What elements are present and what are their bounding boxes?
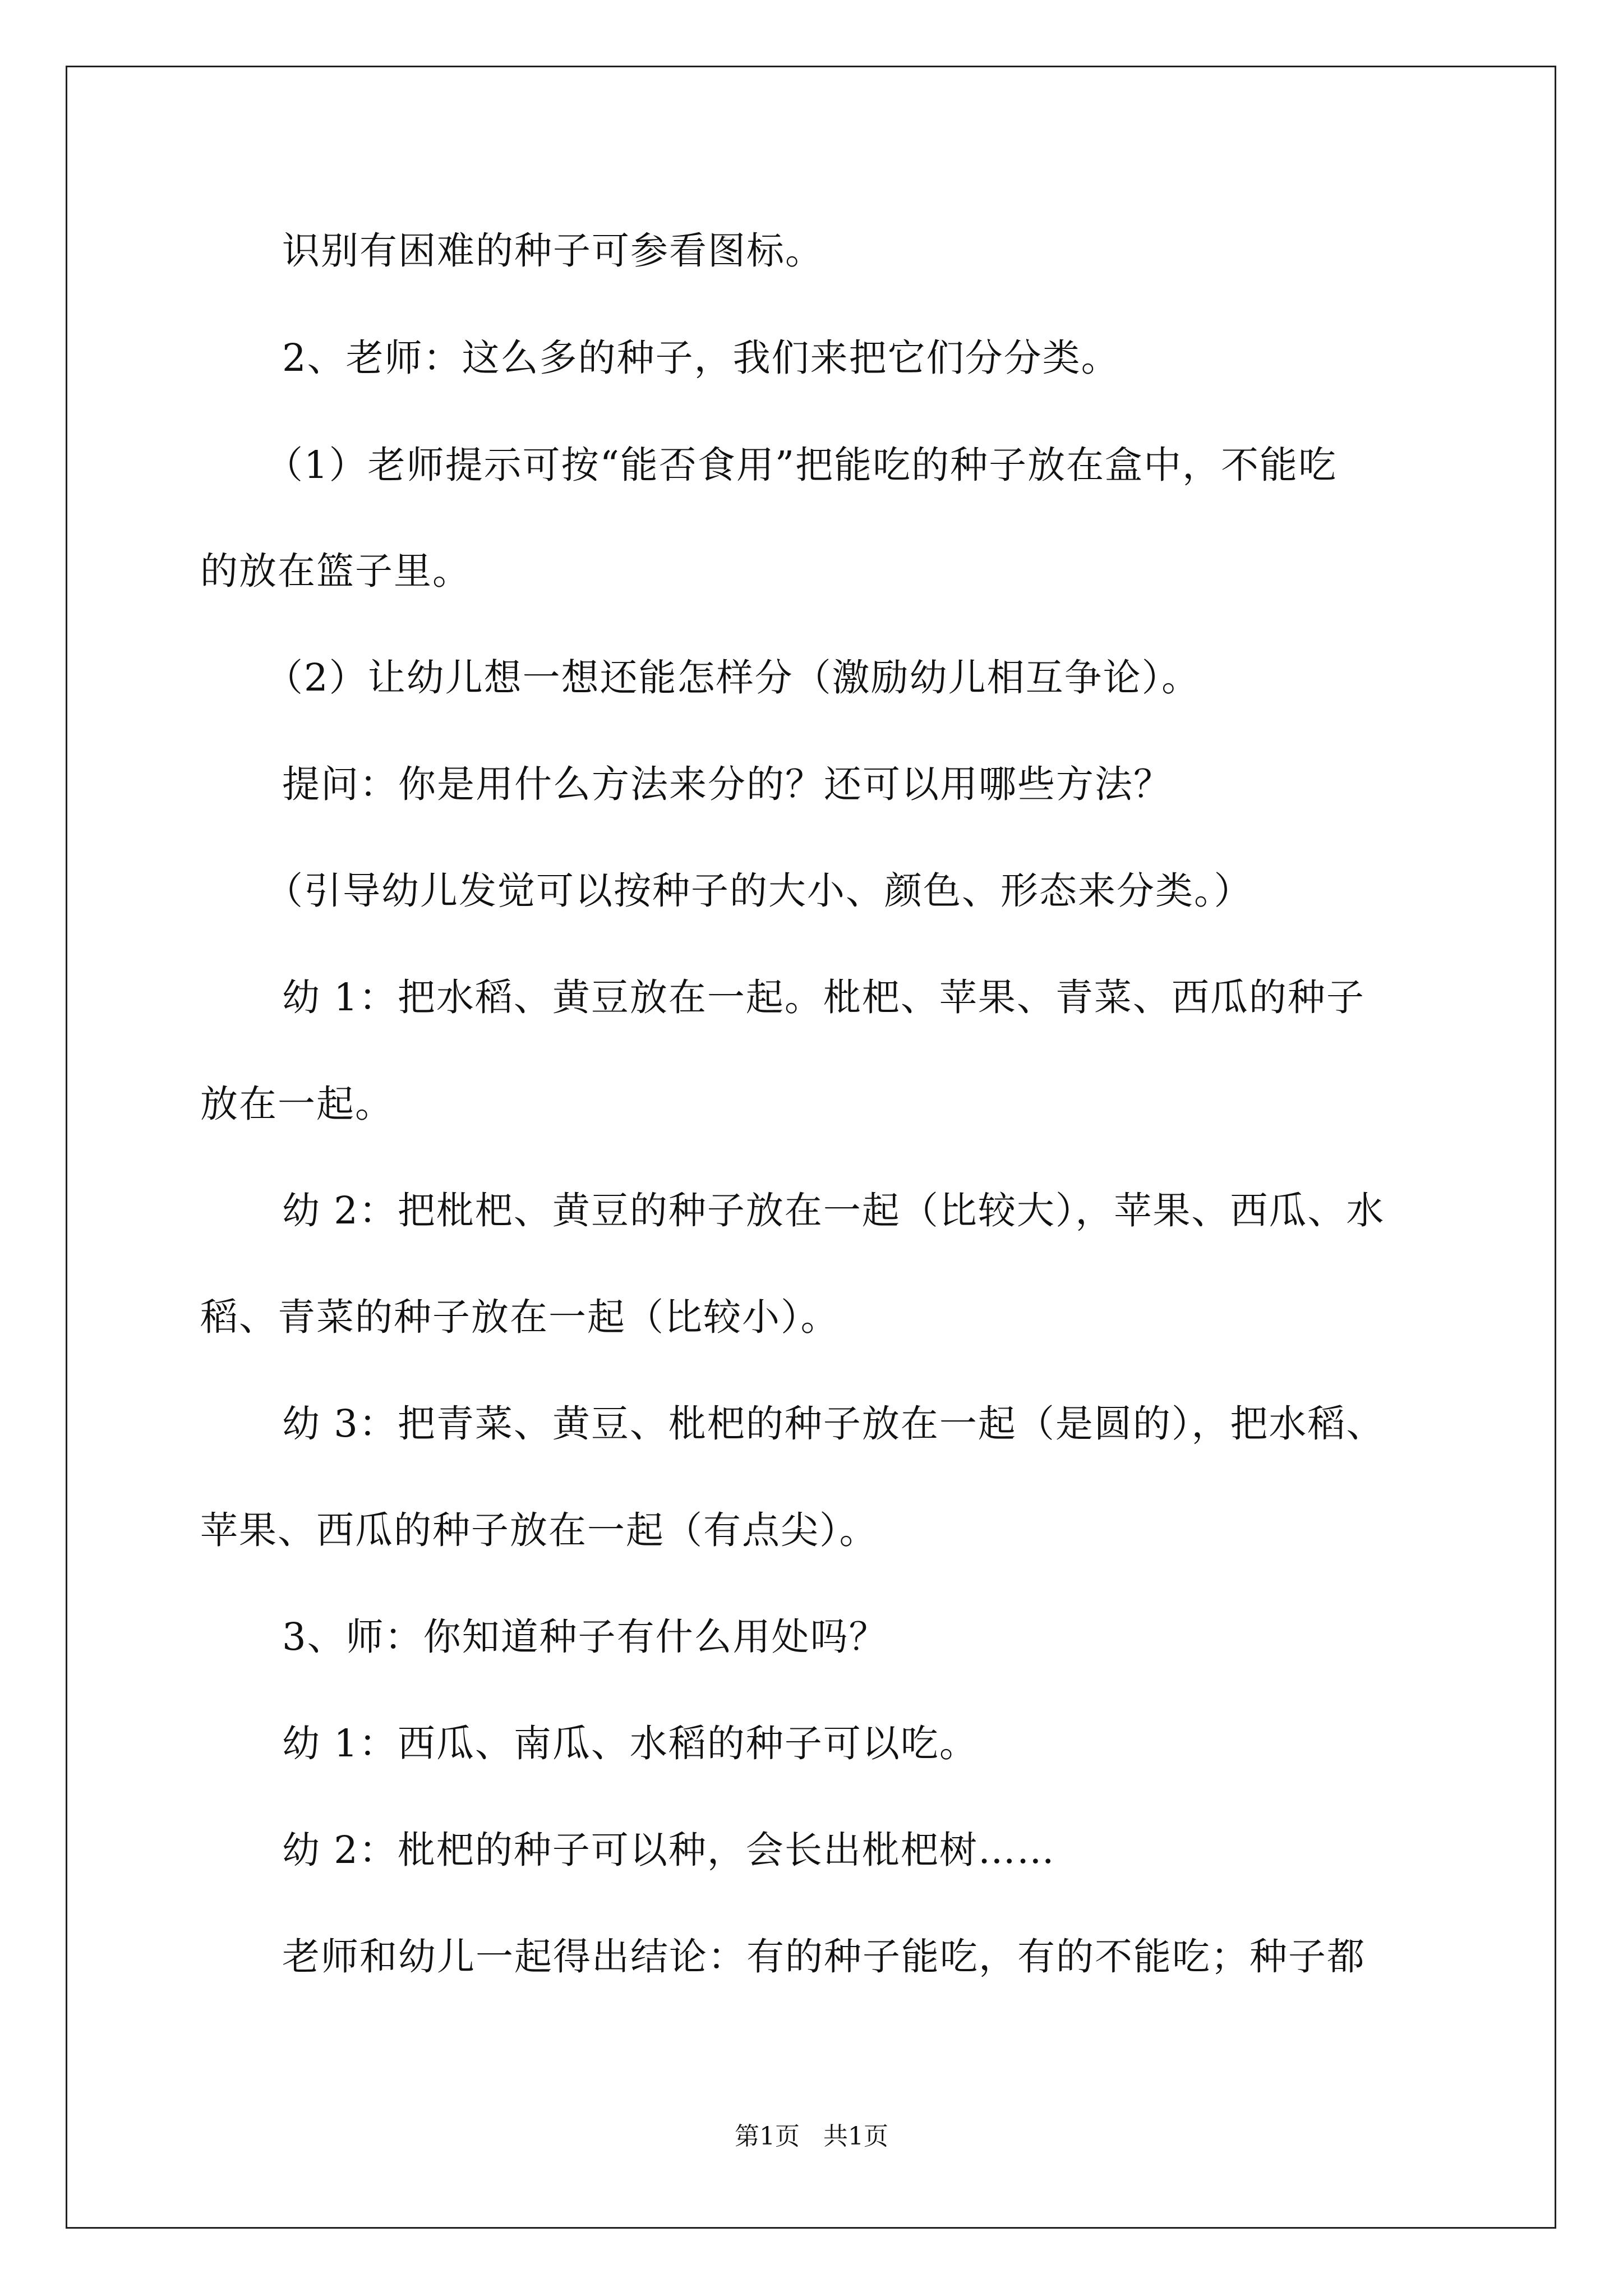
text-line-2: 2、老师：这么多的种子，我们来把它们分分类。 [282,336,1120,380]
text-line-9: 放在一起。 [200,1082,394,1126]
text-line-13: 苹果、西瓜的种子放在一起（有点尖）。 [200,1508,878,1552]
text-line-11: 稻、青菜的种子放在一起（比较小）。 [200,1295,840,1339]
text-line-17: 老师和幼儿一起得出结论：有的种子能吃，有的不能吃；种子都 [282,1935,1366,1978]
text-line-3: （1）老师提示可按“能否食用”把能吃的种子放在盒中，不能吃 [265,443,1338,487]
page-number-footer: 第1页 共1页 [735,2122,888,2151]
text-line-7: （引导幼儿发觉可以按种子的大小、颜色、形态来分类。） [265,869,1253,913]
text-line-12: 幼 3：把青菜、黄豆、枇杷的种子放在一起（是圆的），把水稻、 [282,1402,1385,1446]
text-line-6: 提问：你是用什么方法来分的？还可以用哪些方法？ [282,762,1172,806]
page-border [66,66,1556,2229]
text-line-8: 幼 1：把水稻、黄豆放在一起。枇杷、苹果、青菜、西瓜的种子 [282,976,1365,1019]
text-line-1: 识别有困难的种子可参看图标。 [282,229,824,273]
text-line-10: 幼 2：把枇杷、黄豆的种子放在一起（比较大），苹果、西瓜、水 [282,1189,1385,1232]
text-line-5: （2）让幼儿想一想还能怎样分（激励幼儿相互争论）。 [265,656,1201,700]
text-line-15: 幼 1：西瓜、南瓜、水稻的种子可以吃。 [282,1722,978,1765]
text-line-4: 的放在篮子里。 [200,549,471,593]
text-line-16: 幼 2：枇杷的种子可以种，会长出枇杷树…… [282,1828,1055,1872]
text-line-14: 3、师：你知道种子有什么用处吗？ [282,1615,888,1659]
